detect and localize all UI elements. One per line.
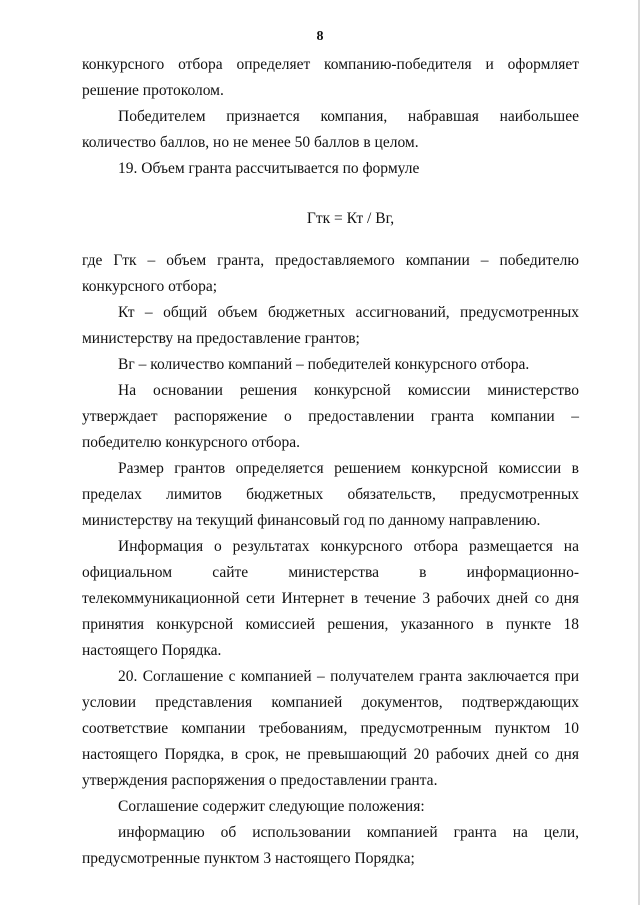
formula-definition-gtk: где Гтк – объем гранта, предоставляемого компании – победителю конкурсного отбора; <box>82 252 579 295</box>
paragraph-grant-size: Размер грантов определяется решением конкурсной комиссии в пределах лимитов бюджетных обязательств, предусмотренных министерству на текущий финансовый год по данному направлению. <box>82 460 579 529</box>
paragraph-item-19: 19. Объем гранта рассчитывается по формуле <box>118 160 420 177</box>
formula-definition-vg: Вг – количество компаний – победителей конкурсного отбора. <box>118 356 530 373</box>
paragraph-publication: Информация о результатах конкурсного отбора размещается на официальном сайте министерства в информационно-телекоммуникационной сети Интернет в течение 3 рабочих дней со дня принятия конкурсной комиссией решения, указанного в пункте 18 настоящего Порядка. <box>82 538 579 659</box>
paragraph-usage-information: информацию об использовании компанией гранта на цели, предусмотренные пунктом 3 настоящего Порядка; <box>82 824 579 867</box>
paragraph-item-20: 20. Соглашение с компанией – получателем гранта заключается при условии представления компанией документов, подтверждающих соответствие компании требованиям, предусмотренным пунктом 10 настоящего Порядка, в срок, не превышающий 20 рабочих дней со дня утверждения распоряжения о предоставлении гранта. <box>82 668 579 789</box>
paragraph-winner-definition: Победителем признается компания, набравшая наибольшее количество баллов, но не менее 50 баллов в целом. <box>82 108 579 151</box>
formula-definition-kt: Кт – общий объем бюджетных ассигнований, предусмотренных министерству на предоставление грантов; <box>82 304 579 347</box>
paragraph-approval: На основании решения конкурсной комиссии министерство утверждает распоряжение о предоставлении гранта компании – победителю конкурсного отбора. <box>82 382 579 451</box>
page-number: 8 <box>316 29 324 44</box>
document-body <box>82 52 579 872</box>
paragraph-agreement-contents: Соглашение содержит следующие положения: <box>118 798 425 815</box>
paragraph-continuation: конкурсного отбора определяет компанию-победителя и оформляет решение протоколом. <box>82 56 579 99</box>
grant-formula: Гтк = Кт / Вг, <box>306 210 395 227</box>
